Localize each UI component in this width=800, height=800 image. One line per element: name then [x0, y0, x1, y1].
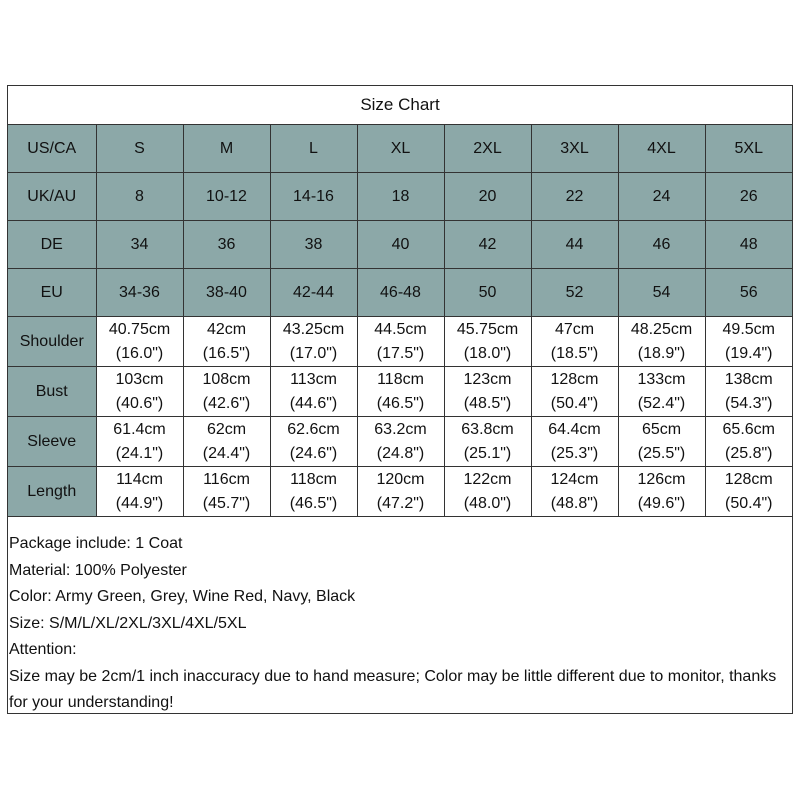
size-cell: 14-16 — [270, 173, 357, 221]
measure-cm: 49.5cm — [722, 320, 775, 338]
measure-inch: (25.3") — [550, 444, 599, 462]
size-cell: 46-48 — [357, 269, 444, 317]
measure-cell — [531, 317, 618, 367]
size-cell: 54 — [618, 269, 705, 317]
measure-cm: 114cm — [116, 470, 163, 488]
size-cell: 38 — [270, 221, 357, 269]
measure-cell — [444, 317, 531, 367]
measure-cm: 62cm — [206, 420, 247, 438]
size-cell: 38-40 — [183, 269, 270, 317]
size-cell: 36 — [183, 221, 270, 269]
measure-cell — [357, 417, 444, 467]
measure-cm: 45.75cm — [456, 320, 519, 338]
size-cell: 22 — [531, 173, 618, 221]
size-cell: 42-44 — [270, 269, 357, 317]
size-cell: 8 — [96, 173, 183, 221]
size-cell: 42 — [444, 221, 531, 269]
measure-inch: (40.6") — [115, 394, 164, 412]
measure-inch: (17.5") — [376, 344, 425, 362]
measure-cell — [444, 417, 531, 467]
measure-inch: (24.8") — [376, 444, 425, 462]
measure-cell — [96, 467, 183, 517]
measure-cell — [357, 467, 444, 517]
measure-inch: (24.4") — [202, 444, 251, 462]
measure-cell — [183, 367, 270, 417]
measure-inch: (18.9") — [637, 344, 686, 362]
measure-cm: 108cm — [202, 370, 251, 388]
size-cell: L — [270, 125, 357, 173]
measure-cm: 61.4cm — [113, 420, 166, 438]
measure-cm: 123cm — [463, 370, 512, 388]
measure-inch: (42.6") — [202, 394, 251, 412]
measure-cm: 113cm — [290, 370, 337, 388]
measure-inch: (44.6") — [289, 394, 338, 412]
size-cell: 44 — [531, 221, 618, 269]
measure-cell — [96, 317, 183, 367]
measure-inch: (25.1") — [463, 444, 512, 462]
measure-inch: (17.0") — [289, 344, 338, 362]
measure-cell — [183, 417, 270, 467]
measure-inch: (44.9") — [115, 494, 164, 512]
size-cell: 34-36 — [96, 269, 183, 317]
size-cell: S — [96, 125, 183, 173]
size-cell: 46 — [618, 221, 705, 269]
size-chart-frame — [7, 85, 793, 714]
measure-cell — [531, 467, 618, 517]
measure-cm: 120cm — [376, 470, 425, 488]
measure-inch: (49.6") — [637, 494, 686, 512]
row-label: Shoulder — [8, 317, 96, 367]
measure-cell — [618, 467, 705, 517]
measure-row-length — [8, 467, 792, 517]
measure-cell — [531, 367, 618, 417]
size-row-de — [8, 221, 792, 269]
note-material: Material: 100% Polyester — [9, 561, 187, 579]
measure-inch: (18.5") — [550, 344, 599, 362]
measure-inch: (46.5") — [376, 394, 425, 412]
measure-inch: (50.4") — [550, 394, 599, 412]
row-label: Length — [8, 467, 96, 517]
measure-cell — [183, 467, 270, 517]
measure-cell — [357, 317, 444, 367]
measure-cm: 126cm — [637, 470, 686, 488]
measure-inch: (50.4") — [725, 494, 773, 512]
measure-cell — [96, 417, 183, 467]
size-cell: 52 — [531, 269, 618, 317]
measure-inch: (48.8") — [550, 494, 599, 512]
measure-cell — [96, 367, 183, 417]
measure-cm: 64.4cm — [548, 420, 601, 438]
measure-cm: 40.75cm — [108, 320, 171, 338]
measure-cm: 65.6cm — [722, 420, 775, 438]
size-chart-table — [8, 124, 792, 517]
measure-cm: 138cm — [724, 370, 773, 388]
measure-row-sleeve — [8, 417, 792, 467]
size-chart-title: Size Chart — [8, 86, 792, 125]
size-cell: 26 — [705, 173, 792, 221]
measure-cm: 62.6cm — [287, 420, 340, 438]
measure-cell — [270, 317, 357, 367]
measure-cell — [705, 417, 792, 467]
measure-cm: 118cm — [290, 470, 337, 488]
note-size: Size: S/M/L/XL/2XL/3XL/4XL/5XL — [9, 614, 247, 632]
measure-cm: 63.8cm — [461, 420, 514, 438]
measure-inch: (45.7") — [202, 494, 251, 512]
note-package: Package include: 1 Coat — [9, 535, 183, 552]
measure-cm: 43.25cm — [282, 320, 345, 338]
measure-cm: 118cm — [377, 370, 424, 388]
note-attention-label: Attention: — [9, 641, 77, 658]
measure-inch: (25.5") — [637, 444, 686, 462]
product-notes — [9, 531, 789, 717]
measure-cell — [531, 417, 618, 467]
measure-cell — [444, 367, 531, 417]
measure-cell — [270, 417, 357, 467]
measure-cm: 122cm — [463, 470, 512, 488]
measure-inch: (52.4") — [637, 394, 686, 412]
measure-cm: 116cm — [203, 470, 250, 488]
measure-inch: (18.0") — [463, 344, 512, 362]
size-cell: XL — [357, 125, 444, 173]
size-cell: 20 — [444, 173, 531, 221]
measure-inch: (48.0") — [463, 494, 512, 512]
measure-cm: 133cm — [637, 370, 686, 388]
measure-cm: 48.25cm — [630, 320, 693, 338]
size-row-uk-au — [8, 173, 792, 221]
size-cell: 34 — [96, 221, 183, 269]
measure-cell — [270, 467, 357, 517]
size-cell: 4XL — [618, 125, 705, 173]
size-row-us-ca — [8, 125, 792, 173]
measure-cm: 65cm — [641, 420, 682, 438]
size-cell: 5XL — [705, 125, 792, 173]
measure-row-shoulder — [8, 317, 792, 367]
measure-inch: (24.6") — [289, 444, 338, 462]
note-color: Color: Army Green, Grey, Wine Red, Navy, Black — [9, 588, 356, 605]
measure-cell — [618, 417, 705, 467]
measure-inch: (54.3") — [725, 394, 773, 412]
size-cell: 48 — [705, 221, 792, 269]
measure-cm: 128cm — [550, 370, 599, 388]
size-cell: 50 — [444, 269, 531, 317]
measure-cell — [705, 317, 792, 367]
row-label: US/CA — [8, 125, 96, 173]
measure-cell — [183, 317, 270, 367]
measure-inch: (48.5") — [463, 394, 512, 412]
row-label: Sleeve — [8, 417, 96, 467]
size-cell: M — [183, 125, 270, 173]
measure-cell — [618, 367, 705, 417]
measure-cell — [270, 367, 357, 417]
row-label: Bust — [8, 367, 96, 417]
measure-cell — [705, 367, 792, 417]
size-cell: 2XL — [444, 125, 531, 173]
size-cell: 3XL — [531, 125, 618, 173]
size-row-eu — [8, 269, 792, 317]
size-cell: 24 — [618, 173, 705, 221]
measure-row-bust — [8, 367, 792, 417]
note-attention-text: Size may be 2cm/1 inch inaccuracy due to hand measure; Color may be little different due to monitor, thanks for your understanding! — [9, 667, 777, 711]
measure-inch: (24.1") — [115, 444, 164, 462]
size-cell: 18 — [357, 173, 444, 221]
measure-cm: 42cm — [206, 320, 247, 338]
measure-cell — [357, 367, 444, 417]
measure-cm: 103cm — [115, 370, 164, 388]
measure-cell — [705, 467, 792, 517]
row-label: UK/AU — [8, 173, 96, 221]
measure-inch: (19.4") — [725, 344, 773, 362]
measure-cm: 47cm — [554, 320, 595, 338]
measure-cm: 63.2cm — [374, 420, 427, 438]
measure-inch: (47.2") — [376, 494, 425, 512]
measure-cell — [444, 467, 531, 517]
row-label: DE — [8, 221, 96, 269]
measure-inch: (46.5") — [289, 494, 338, 512]
measure-cell — [618, 317, 705, 367]
size-cell: 10-12 — [183, 173, 270, 221]
measure-inch: (16.5") — [202, 344, 251, 362]
measure-cm: 128cm — [724, 470, 773, 488]
measure-cm: 44.5cm — [374, 320, 427, 338]
row-label: EU — [8, 269, 96, 317]
size-cell: 56 — [705, 269, 792, 317]
measure-cm: 124cm — [550, 470, 599, 488]
measure-inch: (25.8") — [725, 444, 773, 462]
size-cell: 40 — [357, 221, 444, 269]
measure-inch: (16.0") — [115, 344, 164, 362]
